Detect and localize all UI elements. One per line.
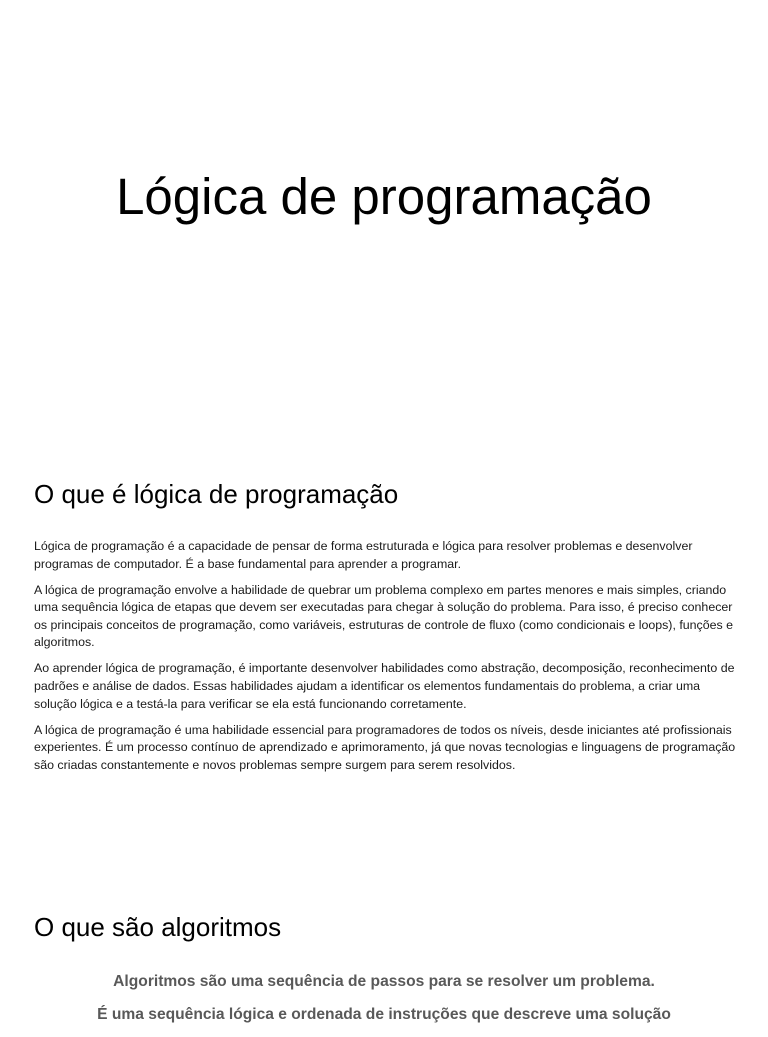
algorithm-line: É uma sequência lógica e ordenada de instruções que descreve uma solução [97,1006,671,1023]
section-body-algoritmos [0,971,768,1037]
algorithm-line: Algoritmos são uma sequência de passos para se resolver um problema. [113,973,655,990]
paragraph: A lógica de programação envolve a habilidade de quebrar um problema complexo em partes menores e mais simples, criando uma sequência lógica de etapas que devem ser executadas para chegar à solução do problema. Para isso, é preciso conhecer os principais conceitos de programação, como variáveis, estruturas de controle de fluxo (como condicionais e loops), funções e algoritmos. [34,582,734,650]
paragraph: Lógica de programação é a capacidade de pensar de forma estruturada e lógica para resolver problemas e desenvolver programas de computador. É a base fundamental para aprender a programar. [34,539,693,571]
paragraph: Ao aprender lógica de programação, é importante desenvolver habilidades como abstração, decomposição, reconhecimento de padrões e análise de dados. Essas habilidades ajudam a identificar os elementos fundamentais do problema, a criar uma solução lógica e a testá-la para verificar se ela está funcionando corretamente. [34,661,735,711]
section-body-logica [34,538,740,783]
section-heading-logica: O que é lógica de programação [34,479,399,509]
section-heading-algoritmos: O que são algoritmos [34,912,282,942]
page-title: Lógica de programação [116,168,652,225]
paragraph: A lógica de programação é uma habilidade essencial para programadores de todos os níveis, desde iniciantes até profissionais experientes. É um processo contínuo de aprendizado e aprimoramento, já que novas tecnologias e linguagens de programação são criadas constantemente e novos problemas sempre surgem para serem resolvidos. [34,722,736,772]
